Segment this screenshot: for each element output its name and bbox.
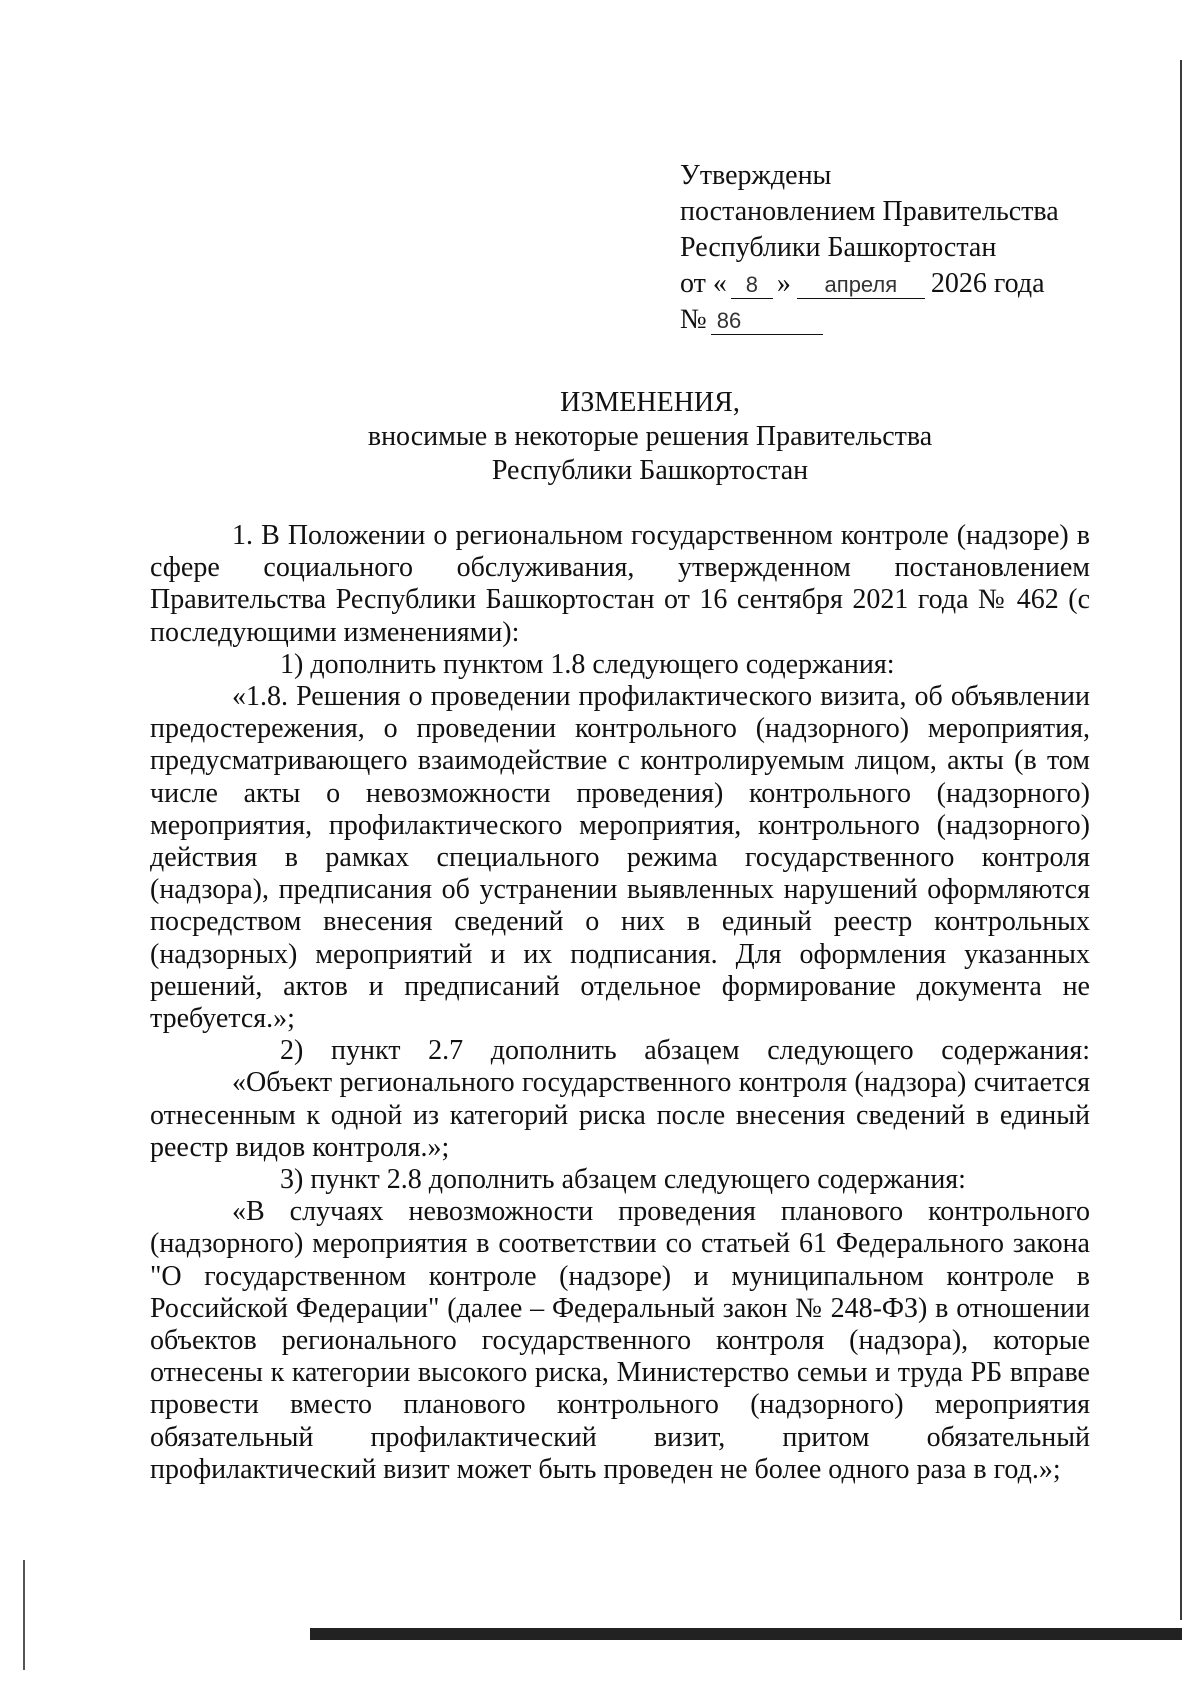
date-day: 8: [731, 272, 773, 299]
number-value: 86: [711, 308, 823, 335]
paragraph-6: 3) пункт 2.8 дополнить абзацем следующего содержания:: [280, 1164, 966, 1196]
number-label: №: [680, 304, 707, 335]
document-title: [150, 386, 1150, 488]
document-body: [150, 520, 1090, 1486]
paragraph-1: 1. В Положении о региональном государственном контроле (надзоре) в сфере социального обслуживания, утвержденном постановлением Правительства Республики Башкортостан от 16 сентября 2021 года № 462 (с последующими изменениями):: [150, 520, 1090, 648]
title-heading: ИЗМЕНЕНИЯ,: [560, 387, 740, 418]
approval-line-1: Утверждены: [680, 160, 832, 191]
date-month: апреля: [797, 272, 925, 299]
paragraph-7: «В случаях невозможности проведения планового контрольного (надзорного) мероприятия в соответствии со статьей 61 Федерального закона "О государственном контроле (надзоре) и муниципальном контроле в Российской Федерации" (далее – Федеральный закон № 248-ФЗ) в отношении объектов регионального государственного контроля (надзора), которые отнесены к категории высокого риска, Министерство семьи и труда РБ вправе провести вместо планового контрольного (надзорного) мероприятия обязательный профилактический визит, притом обязательный профилактический визит может быть проведен не более одного раза в год.»;: [150, 1196, 1090, 1485]
date-mid: »: [776, 268, 791, 299]
approval-line-3: Республики Башкортостан: [680, 232, 997, 263]
title-subtitle-2: Республики Башкортостан: [491, 455, 809, 486]
paragraph-4: 2) пункт 2.7 дополнить абзацем следующего содержания:: [280, 1035, 1090, 1067]
approval-date: [680, 266, 1120, 302]
paragraph-5: «Объект регионального государственного контроля (надзора) считается отнесенным к одной из категорий риска после внесения сведений в единый реестр видов контроля.»;: [150, 1067, 1090, 1163]
scan-edge-left: [23, 1560, 25, 1670]
scan-edge-bottom: [310, 1628, 1182, 1640]
approval-line-2: постановлением Правительства: [680, 196, 1059, 227]
scan-edge-right: [1180, 60, 1182, 1620]
approval-number: [680, 302, 1120, 338]
title-subtitle-1: вносимые в некоторые решения Правительства: [367, 421, 933, 452]
date-prefix: от «: [680, 268, 727, 299]
paragraph-3: «1.8. Решения о проведении профилактического визита, об объявлении предостережения, о проведении контрольного (надзорного) мероприятия, предусматривающего взаимодействие с контролируемым лицом, акты (в том числе акты о невозможности проведения) контрольного (надзорного) мероприятия, профилактического мероприятия, контрольного (надзорного) действия в рамках специального режима государственного контроля (надзора), предписания об устранении выявленных нарушений оформляются посредством внесения сведений о них в единый реестр контрольных (надзорных) мероприятий и их подписания. Для оформления указанных решений, актов и предписаний отдельное формирование документа не требуется.»;: [150, 681, 1090, 1035]
approval-stamp: [680, 158, 1120, 338]
date-year: 2026 года: [930, 268, 1045, 299]
paragraph-2: 1) дополнить пунктом 1.8 следующего содержания:: [280, 648, 895, 680]
